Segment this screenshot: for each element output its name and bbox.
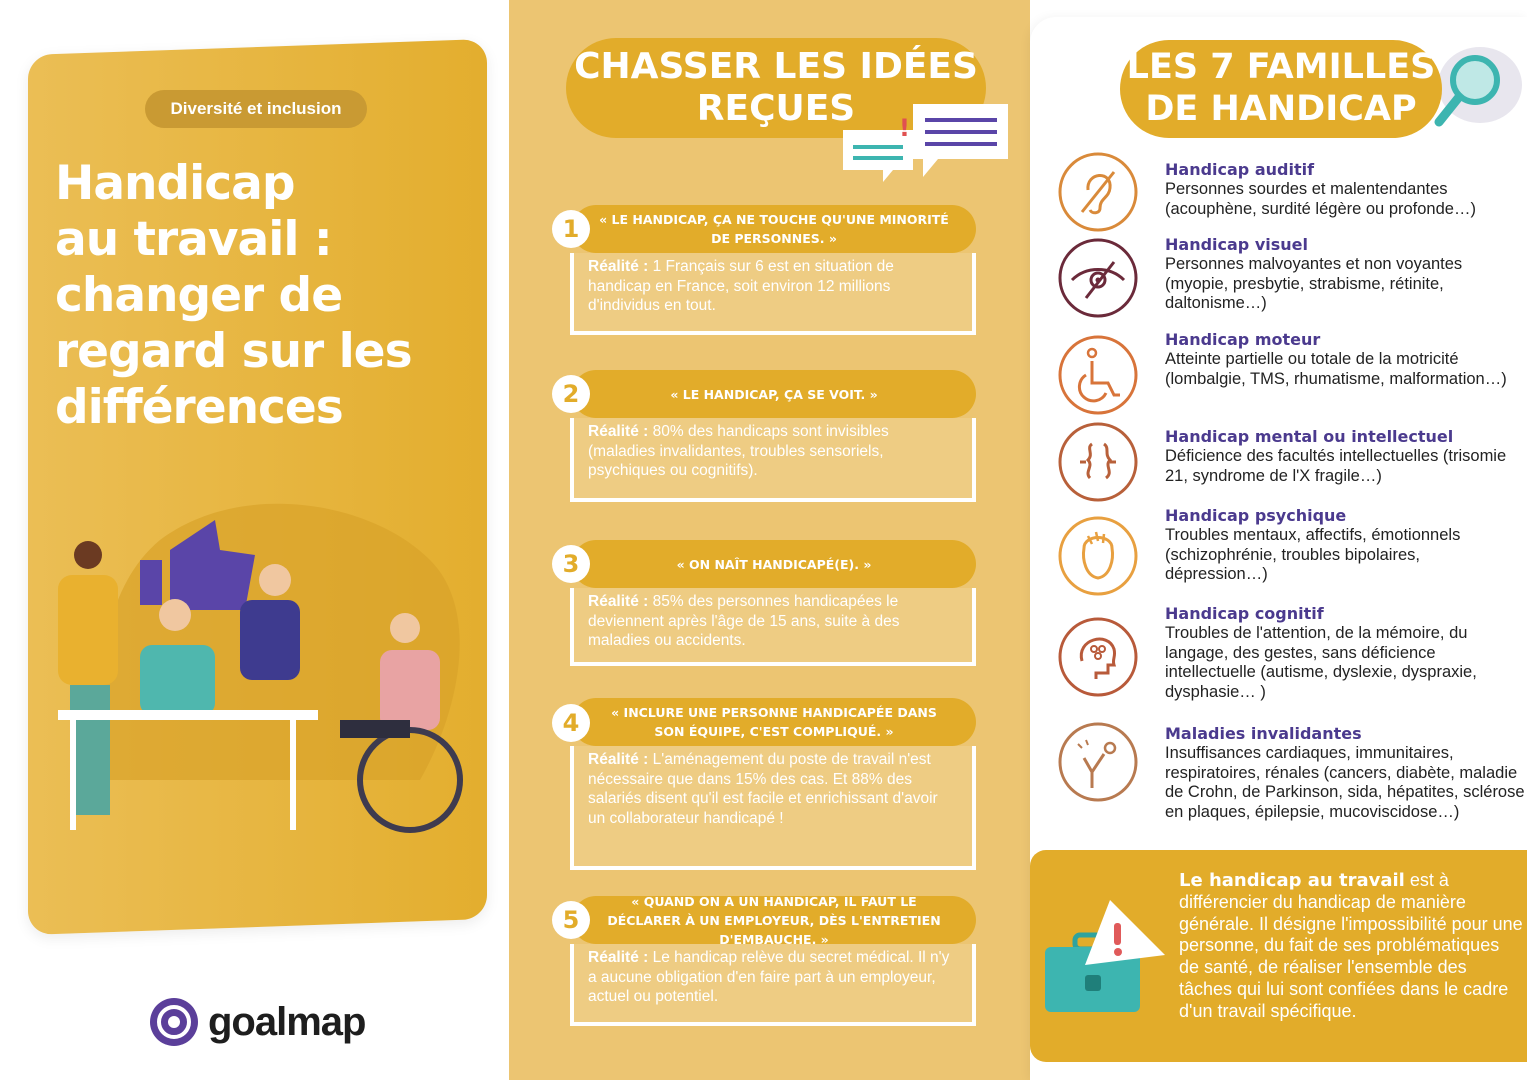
myth-number: 1	[552, 210, 590, 248]
title-line: regard sur les	[55, 324, 412, 379]
family-desc: Insuffisances cardiaques, immunitaires, respiratoires, rénales (cancers, diabète, maladie de Crohn, de Parkinson, sida, hépatites, sclérose en plaques, épilepsie, mucoviscidose…)	[1165, 744, 1525, 821]
family-name: Handicap psychique	[1165, 506, 1347, 525]
family-desc: Personnes sourdes et malentendantes (acouphène, surdité légère ou profonde…)	[1165, 180, 1476, 218]
ear-icon	[1056, 150, 1140, 234]
reality-label: Réalité :	[588, 423, 649, 440]
title-line: différences	[55, 380, 343, 435]
reality-text: 80% des handicaps sont invisibles (maladies invalidantes, troubles sensoriels, psychiques ou cognitifs).	[588, 423, 889, 480]
definition-rest: est à différencier du handicap de manière générale. Il désigne l'impossibilité pour une personne, du fait de ses problématiques de santé, de réaliser l'ensemble des tâches qui lui sont confiées dans le cadre d'un travail spécifique.	[1179, 870, 1523, 1021]
myth-reality	[570, 588, 976, 666]
myth-number: 3	[552, 545, 590, 583]
head-icon	[1056, 514, 1140, 598]
definition-bold: Le handicap au travail	[1179, 870, 1405, 891]
family-item	[1165, 604, 1525, 702]
cover-title	[55, 156, 475, 436]
myth-quote: « ON NAÎT HANDICAPÉ(E). »	[572, 540, 976, 588]
family-desc: Déficience des facultés intellectuelles (trisomie 21, syndrome de l'X fragile…)	[1165, 447, 1507, 485]
family-item	[1165, 160, 1525, 219]
myth-reality	[570, 944, 976, 1026]
faces-icon	[1056, 420, 1140, 504]
family-name: Handicap cognitif	[1165, 604, 1324, 623]
reality-text: Le handicap relève du secret médical. Il n'y a aucune obligation d'en faire part à un employeur, actuel ou potentiel.	[588, 949, 950, 1006]
title-line: changer de	[55, 268, 343, 323]
myth-quote: « INCLURE UNE PERSONNE HANDICAPÉE DANS SON ÉQUIPE, C'EST COMPLIQUÉ. »	[572, 698, 976, 746]
reality-label: Réalité :	[588, 751, 649, 768]
speech-bubbles-icon	[843, 100, 1011, 185]
reality-text: L'aménagement du poste de travail n'est nécessaire que dans 15% des cas. Et 88% des salariés disent qu'il est facile et enrichissant d'avoir un collaborateur handicapé !	[588, 751, 938, 828]
family-desc: Atteinte partielle ou totale de la motricité (lombalgie, TMS, rhumatisme, malformation…)	[1165, 350, 1507, 388]
family-name: Handicap auditif	[1165, 160, 1315, 179]
family-desc: Personnes malvoyantes et non voyantes (myopie, presbytie, strabisme, rétinite, daltonisme…)	[1165, 255, 1463, 313]
category-tag: Diversité et inclusion	[145, 90, 367, 128]
reality-text: 1 Français sur 6 est en situation de handicap en France, soit environ 12 millions d'individus en tout.	[588, 258, 894, 315]
family-name: Handicap moteur	[1165, 330, 1321, 349]
family-name: Handicap visuel	[1165, 235, 1308, 254]
title-line: au travail :	[55, 212, 332, 267]
families-title: LES 7 FAMILLES DE HANDICAP	[1120, 40, 1442, 138]
goalmap-logo	[148, 996, 365, 1048]
eye-icon	[1056, 236, 1140, 320]
myth-quote: « LE HANDICAP, ÇA SE VOIT. »	[572, 370, 976, 418]
definition-text	[1179, 870, 1524, 1023]
myth-reality	[570, 746, 976, 870]
myth-number: 2	[552, 375, 590, 413]
myth-reality	[570, 418, 976, 502]
brain-icon	[1056, 615, 1140, 699]
myth-quote: « QUAND ON A UN HANDICAP, IL FAUT LE DÉCLARER À UN EMPLOYEUR, DÈS L'ENTRETIEN D'EMBAUCHE. »	[572, 896, 976, 944]
family-desc: Troubles mentaux, affectifs, émotionnels (schizophrénie, troubles bipolaires, dépression…)	[1165, 526, 1461, 584]
family-item	[1165, 235, 1525, 314]
myth-quote: « LE HANDICAP, ÇA NE TOUCHE QU'UNE MINORITÉ DE PERSONNES. »	[572, 205, 976, 253]
team-illustration	[40, 480, 480, 840]
reality-text: 85% des personnes handicapées le deviennent après l'âge de 15 ans, suite à des maladies ou accidents.	[588, 593, 900, 650]
reality-label: Réalité :	[588, 949, 649, 966]
family-item	[1165, 330, 1525, 389]
warning-briefcase-icon	[1040, 895, 1170, 1025]
title-line: Handicap	[55, 156, 295, 211]
myth-reality	[570, 253, 976, 335]
svg-text:!: !	[899, 114, 910, 142]
family-name: Handicap mental ou intellectuel	[1165, 427, 1454, 446]
myths-title: CHASSER LES IDÉES REÇUES	[566, 38, 986, 138]
family-name: Maladies invalidantes	[1165, 724, 1362, 743]
myth-number: 5	[552, 901, 590, 939]
family-item	[1165, 724, 1525, 822]
family-item	[1165, 506, 1525, 585]
reality-label: Réalité :	[588, 258, 649, 275]
logo-text: goalmap	[208, 999, 366, 1044]
myth-number: 4	[552, 704, 590, 742]
reality-label: Réalité :	[588, 593, 649, 610]
goalmap-logo-icon	[148, 996, 200, 1048]
wheelchair-icon	[1056, 333, 1140, 417]
family-desc: Troubles de l'attention, de la mémoire, du langage, des gestes, sans déficience intellectuelle (autisme, dyslexie, dyspraxie, dysphasie… )	[1165, 624, 1477, 701]
family-item	[1165, 427, 1525, 486]
ill-person-icon	[1056, 720, 1140, 804]
